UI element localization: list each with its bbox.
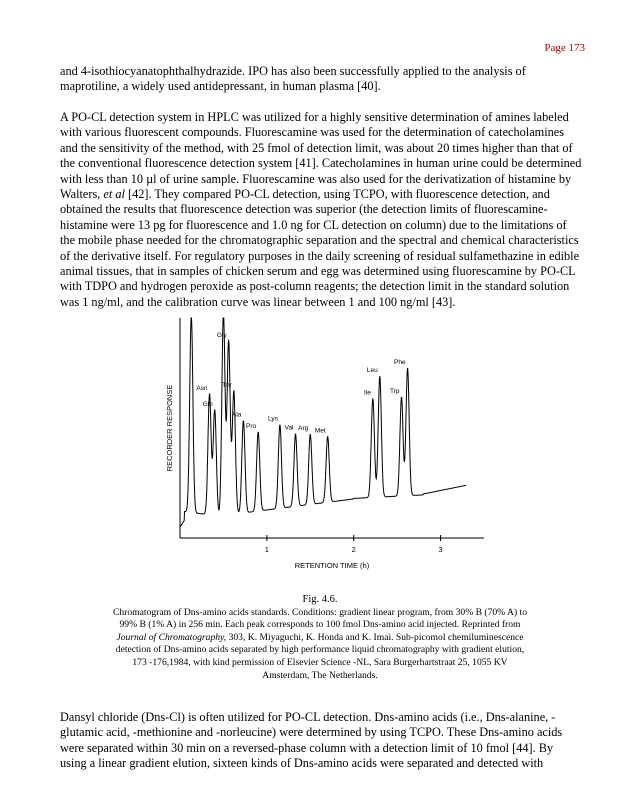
peak-label-asn: Asn [196, 384, 208, 392]
peak-label-lys: Lys [268, 415, 278, 423]
peak-label-ile: Ile [363, 389, 371, 397]
chromatogram-figure [162, 312, 492, 582]
peak-label-phe: Phe [393, 359, 406, 367]
caption-journal: Journal of Chromatography, [116, 631, 227, 643]
peak-label-met: Met [314, 427, 326, 435]
y-axis-label: RECORDER RESPONSE [165, 384, 174, 472]
page-number: Page 173 [544, 42, 585, 54]
x-tick-label: 3 [438, 545, 443, 554]
figure-caption [108, 594, 532, 682]
caption-text-b: 303, K. Miyaguchi, K. Honda and K. Imai. Sub-picomol chemiluminescence detection of Dns-amino acids separated by high performance liquid chromatography with gradient elution, 173 -176,1984, with kind permission of Elsevier Science -NL, Sara Burgerhartstraat 25, 1055 KV Amsterdam, The Netherlands. [115, 631, 525, 681]
peak-label-gly: Gly [216, 331, 227, 339]
peak-label-val: Val [284, 424, 294, 432]
chromatogram-chart [162, 312, 492, 582]
figure-number: Fig. 4.6. [302, 594, 338, 605]
x-tick-label: 2 [351, 545, 356, 554]
paragraph-2-text-b: [42]. They compared PO-CL detection, using TCPO, with fluorescence detection, and obtained the results that fluorescence detection was superior (the detection limits of fluorescamine-histamine were 13 pg for fluorescence and 1.0 ng for CL detection on column) due to the limitations of the mobile phase needed for the chromatographic separation and the spectral and chemical characteristics of the derivative itself. For regulatory purposes in the daily screening of residual sulfamethazine in edible animal tissues, that in samples of chicken serum and egg was determined using fluorescamine by PO-CL with TDPO and hydrogen peroxide as post-column reagents; the detection limit in the standard solution was 1 ng/ml, and the calibration curve was linear between 1 and 100 ng/ml [43]. [60, 187, 580, 309]
paragraph-2 [60, 110, 582, 310]
x-tick-label: 1 [264, 545, 269, 554]
peak-label-gln: Gln [202, 400, 213, 408]
peak-label-arg: Arg [298, 425, 309, 433]
paragraph-1: and 4-isothiocyanatophthalhydrazide. IPO has also been successfully applied to the analysis of maprotiline, a widely used antidepressant, in human plasma [40]. [60, 64, 526, 94]
peak-label-pro: Pro [246, 422, 257, 430]
peak-label-thr: Thr [222, 381, 232, 389]
caption-text-a: Chromatogram of Dns-amino acids standards. Conditions: gradient linear program, from 30% B (70% A) to 99% B (1% A) in 256 min. Each peak corresponds to 100 fmol Dns-amino acid injected. Reprinted from [112, 606, 528, 631]
peak-label-leu: Leu [366, 367, 378, 375]
peak-label-trp: Trp [389, 387, 400, 395]
paragraph-3: Dansyl chloride (Dns-Cl) is often utilized for PO-CL detection. Dns-amino acids (i.e., Dns-alanine, -glutamic acid, -methionine and -norleucine) were determined by using TCPO. These Dns-amino acids were separated within 30 min on a reversed-phase column with a detection limit of 10 fmol [44]. By using a linear gradient elution, sixteen kinds of Dns-amino acids were separated and detected with [60, 710, 563, 771]
chromatogram-trace [180, 318, 466, 527]
et-al: et al [103, 187, 125, 202]
x-axis-label: RETENTION TIME (h) [294, 561, 370, 570]
paragraph-2-text-a: A PO-CL detection system in HPLC was utilized for a highly sensitive determination of amines labeled with various fluorescent compounds. Fluorescamine was used for the determination of catecholamines and the sensitivity of the method, with 25 fmol of detection limit, was about 20 times higher than that of the conventional fluorescence detection system [41]. Catecholamines in human urine could be determined with less than 10 µl of urine sample. Fluorescamine was also used for the derivatization of histamine by Walters, [60, 110, 582, 202]
peak-label-ala: Ala [231, 411, 242, 419]
